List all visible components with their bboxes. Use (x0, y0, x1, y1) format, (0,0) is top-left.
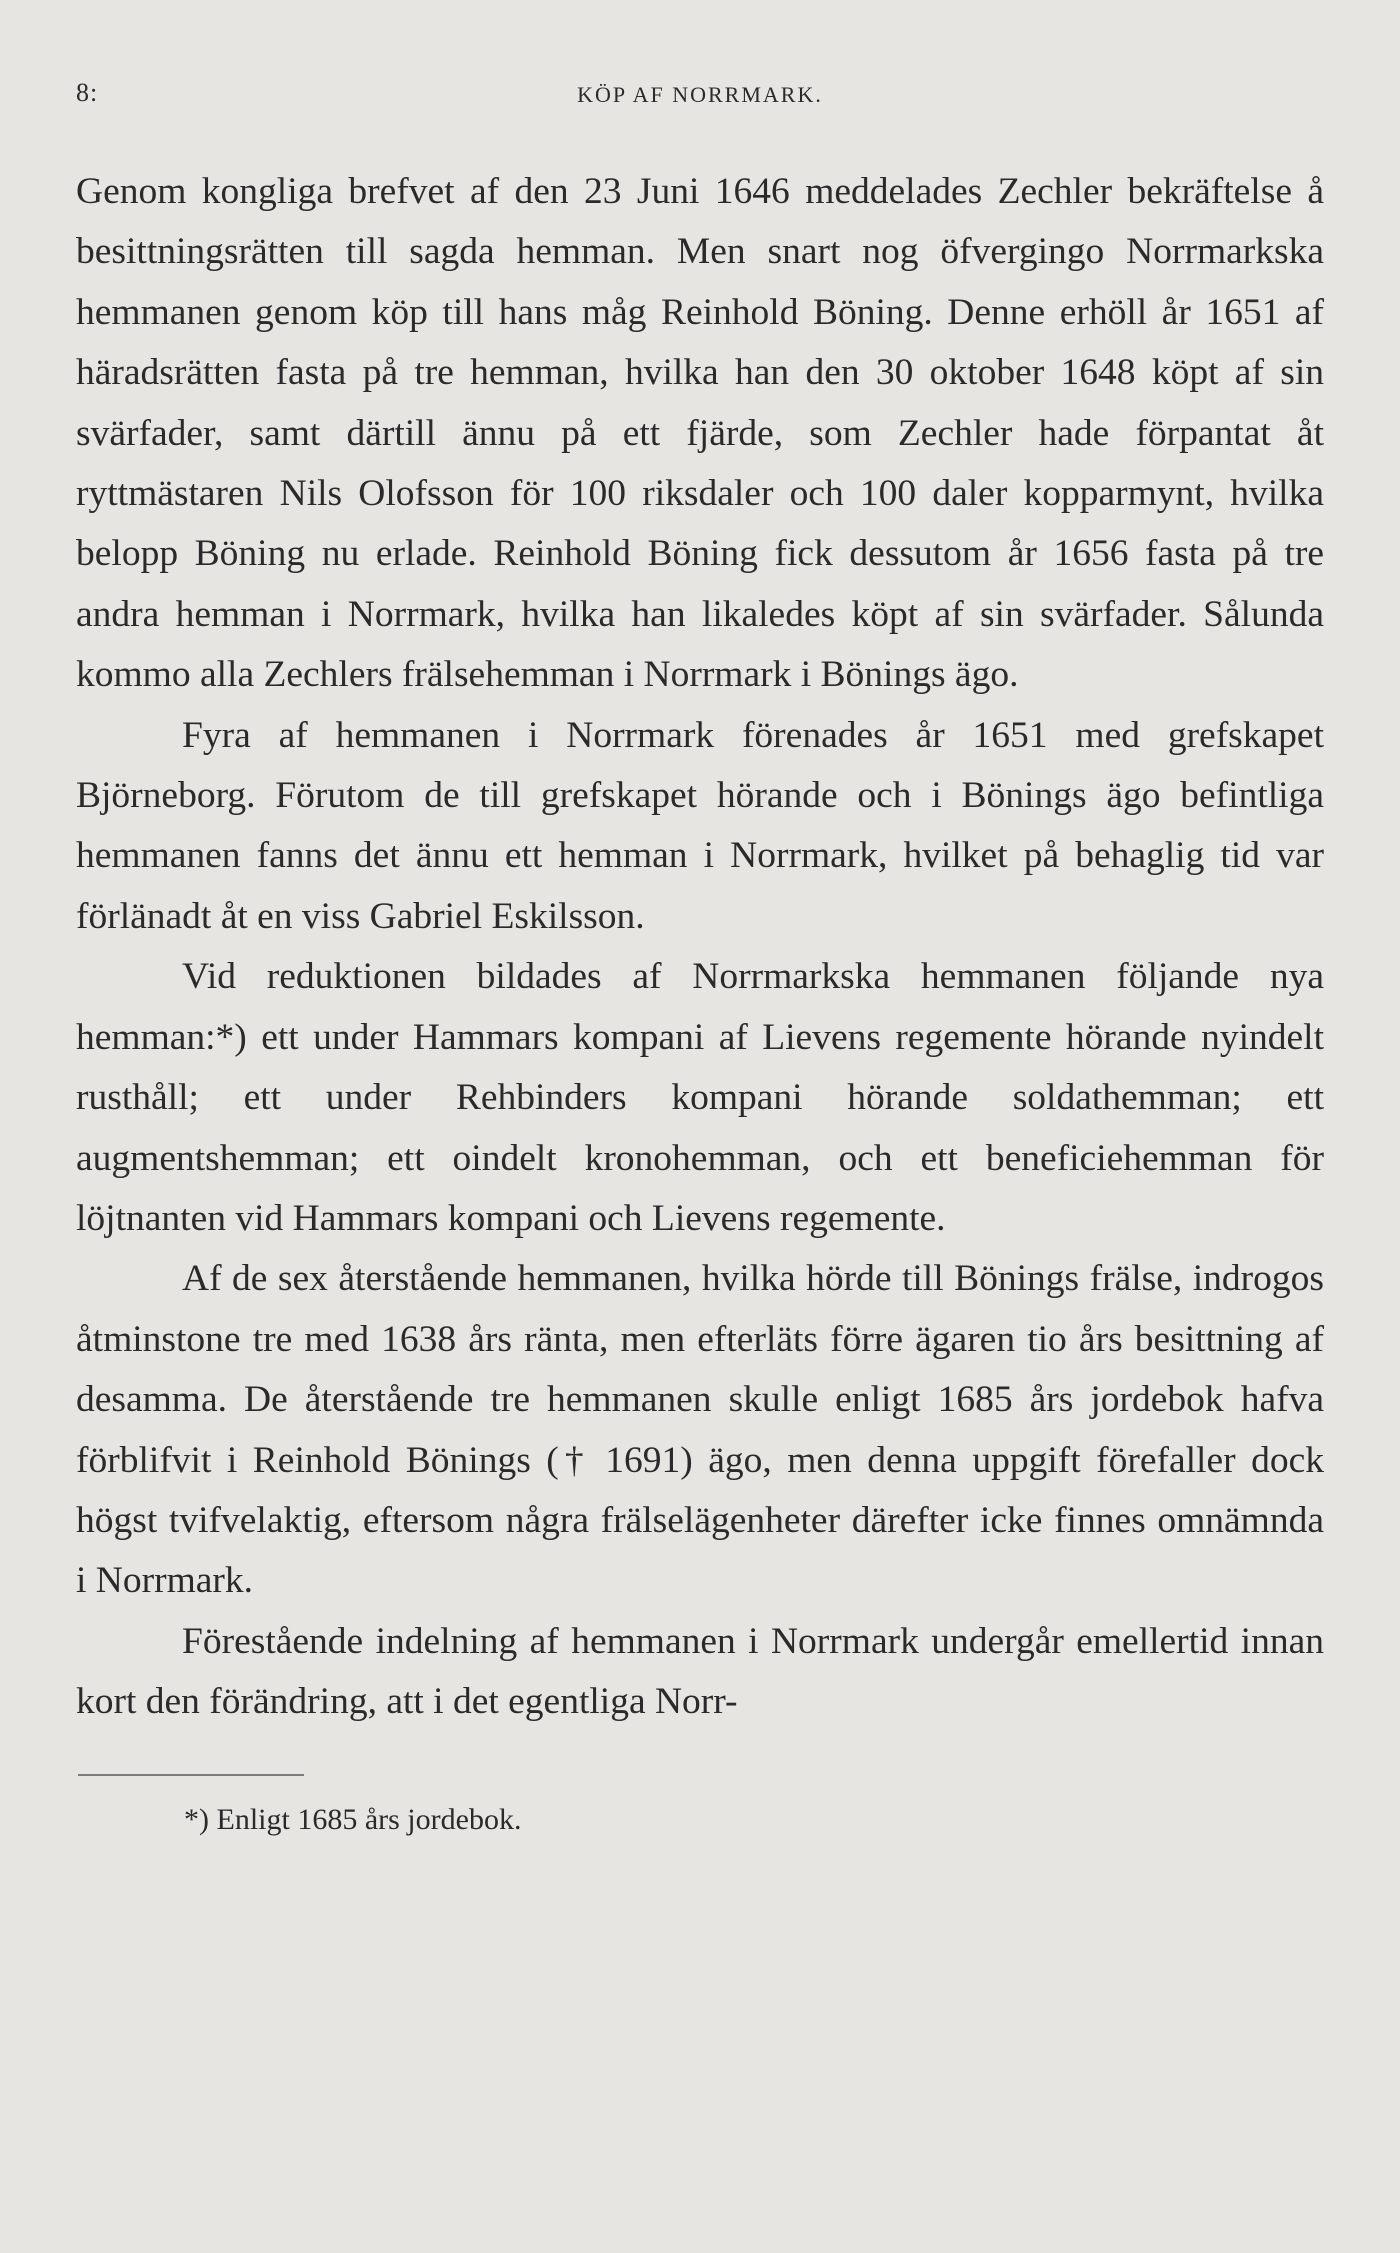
body-text (76, 162, 1324, 1733)
footnote: *) Enligt 1685 års jordebok. (184, 1802, 522, 1836)
paragraph: Fyra af hemmanen i Norrmark förenades år 1651 med grefskapet Björneborg. Förutom de till grefskapet hörande och i Bönings ägo befintliga hemmanen fanns det ännu ett hemman i Norrmark, hvilket på behaglig tid var förlänadt åt en viss Gabriel Eskilsson. (76, 714, 1324, 937)
footnote-divider (78, 1774, 304, 1776)
paragraph: Genom kongliga brefvet af den 23 Juni 1646 meddelades Zechler bekräftelse å besittningsrätten till sagda hemman. Men snart nog öfvergingo Norrmarkska hemmanen genom köp till hans måg Reinhold Böning. Denne erhöll år 1651 af häradsrätten fasta på tre hemman, hvilka han den 30 oktober 1648 köpt af sin svärfader, samt därtill ännu på ett fjärde, som Zechler hade förpantat åt ryttmästaren Nils Olofsson för 100 riksdaler och 100 daler kopparmynt, hvilka belopp Böning nu erlade. Reinhold Böning fick dessutom år 1656 fasta på tre andra hemman i Norrmark, hvilka han likaledes köpt af sin svärfader. Sålunda kommo alla Zechlers frälsehemman i Norrmark i Bönings ägo. (76, 171, 1324, 696)
paragraph: Förestående indelning af hemmanen i Norrmark undergår emellertid innan kort den förändring, att i det egentliga Norr- (76, 1620, 1324, 1723)
running-head: KÖP AF NORRMARK. (577, 82, 823, 107)
paragraph: Vid reduktionen bildades af Norrmarkska hemmanen följande nya hemman:*) ett under Hammars kompani af Lievens regemente hörande nyindelt rusthåll; ett under Rehbinders kompani hörande soldathemman; ett augmentshemman; ett oindelt kronohemman, och ett beneficiehemman för löjtnanten vid Hammars kompani och Lievens regemente. (76, 956, 1324, 1239)
page-header (76, 78, 1324, 118)
page-number: 8: (76, 78, 99, 107)
paragraph: Af de sex återstående hemmanen, hvilka hörde till Bönings frälse, indrogos åtminstone tre med 1638 års ränta, men efterläts förre ägaren tio års besittning af desamma. De återstående tre hemmanen skulle enligt 1685 års jordebok hafva förblifvit i Reinhold Bönings († 1691) ägo, men denna uppgift förefaller dock högst tvifvelaktig, eftersom några frälselägenheter därefter icke finnes omnämnda i Norrmark. (76, 1258, 1324, 1602)
